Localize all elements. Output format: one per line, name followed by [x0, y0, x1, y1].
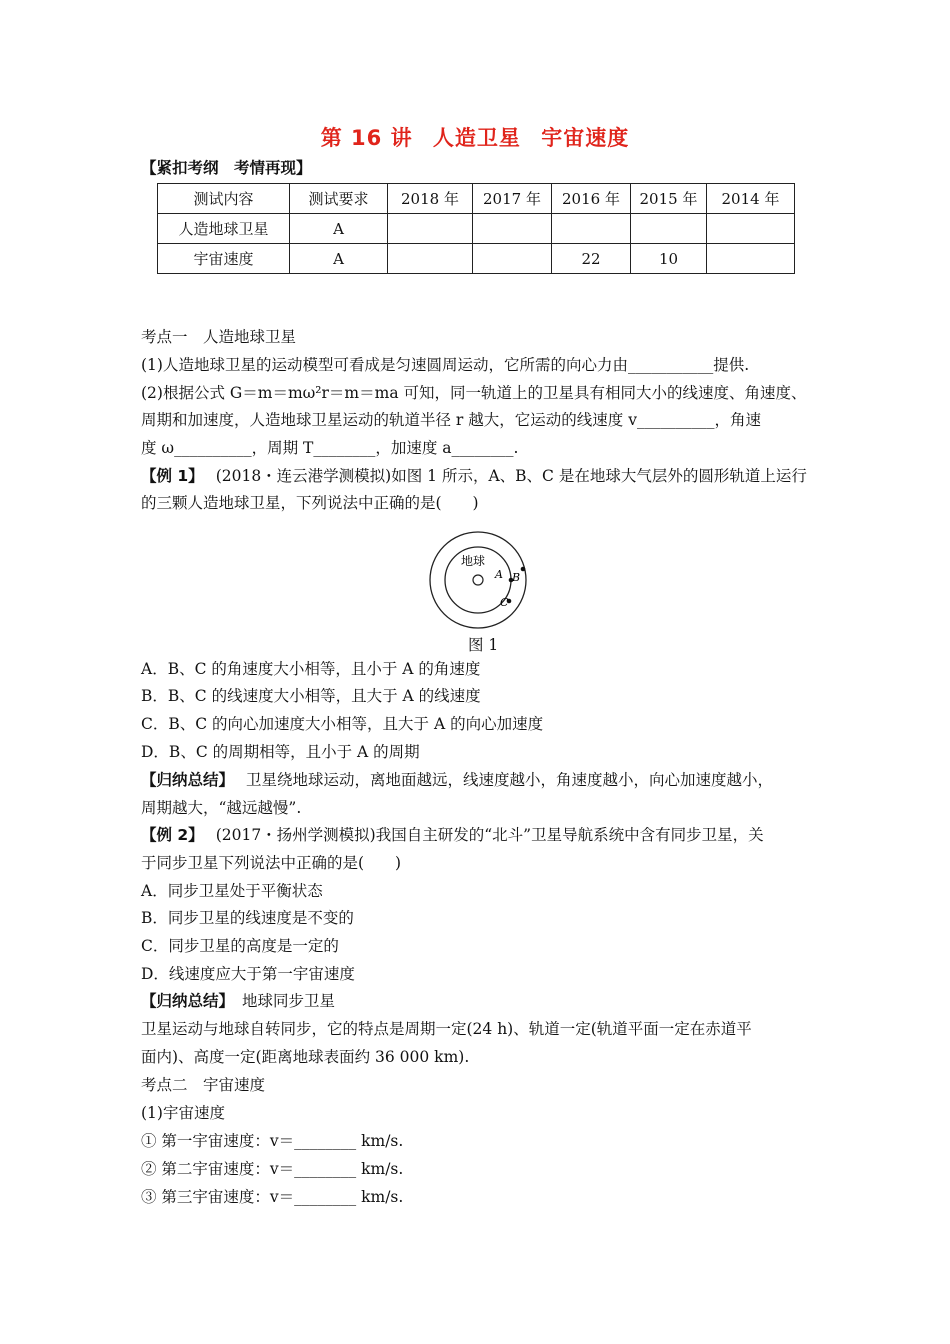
example1-option-d: D．B、C 的周期相等，且小于 A 的周期: [141, 743, 420, 761]
example2-tag: 【例 2】: [141, 826, 204, 844]
example1-option-c: C．B、C 的向心加速度大小相等，且大于 A 的向心加速度: [141, 715, 544, 733]
example1-option-b: B．B、C 的线速度大小相等，且大于 A 的线速度: [141, 687, 481, 705]
summary1-text: 卫星绕地球运动，离地面越远，线速度越小，角速度越小，向心加速度越小，: [246, 771, 774, 789]
kaodian1-paragraph-4: 度 ω__________，周期 T________，加速度 a________.: [141, 439, 519, 457]
table-header-row: [158, 184, 795, 214]
cosmic-velocity-2: ② 第二宇宙速度：v＝________ km/s.: [141, 1160, 404, 1178]
summary1-line-2: 周期越大，“越远越慢”.: [141, 799, 302, 817]
summary1-line-1: [141, 770, 773, 790]
earth-icon: [473, 575, 483, 585]
example2-option-d: D．线速度应大于第一宇宙速度: [141, 965, 355, 983]
table-cell: 人造地球卫星: [158, 214, 290, 244]
summary1-tag: 【归纳总结】: [141, 771, 235, 789]
table-cell: 10: [631, 244, 707, 274]
kaodian1-paragraph-2: (2)根据公式 G＝m＝mω²r＝m＝ma 可知，同一轨道上的卫星具有相同大小的线速度、角速度、: [141, 384, 807, 402]
table-header-cell: 2015 年: [631, 184, 707, 214]
example1-line-1: [141, 466, 807, 486]
table-header-cell: 2018 年: [388, 184, 473, 214]
table-header-cell: 测试内容: [158, 184, 290, 214]
example2-option-c: C．同步卫星的高度是一定的: [141, 937, 339, 955]
title-topic-2: 宇宙速度: [541, 126, 630, 150]
table-header-cell: 2014 年: [707, 184, 795, 214]
summary2-title: 地球同步卫星: [242, 992, 336, 1010]
summary2-line-1: 卫星运动与地球自转同步，它的特点是周期一定(24 h)、轨道一定(轨道平面一定在赤道平: [141, 1020, 752, 1038]
table-cell: [631, 214, 707, 244]
kaodian1-paragraph-3: 周期和加速度，人造地球卫星运动的轨道半径 r 越大，它运动的线速度 v__________，角速: [141, 411, 761, 429]
kaodian2-subheading: (1)宇宙速度: [141, 1104, 225, 1122]
summary2-tag: 【归纳总结】: [141, 992, 235, 1010]
example2-option-b: B．同步卫星的线速度是不变的: [141, 909, 354, 927]
table-cell: 22: [552, 244, 631, 274]
table-header-cell: 2017 年: [473, 184, 552, 214]
cosmic-velocity-1: ① 第一宇宙速度：v＝________ km/s.: [141, 1132, 404, 1150]
table-cell: [388, 214, 473, 244]
example1-option-a: A．B、C 的角速度大小相等，且小于 A 的角速度: [141, 660, 481, 678]
example1-text: (2018・连云港学测模拟)如图 1 所示，A、B、C 是在地球大气层外的圆形轨道上运行: [215, 467, 807, 485]
kaodian1-heading: 考点一 人造地球卫星: [141, 328, 297, 346]
table-header-cell: 2016 年: [552, 184, 631, 214]
table-cell: [388, 244, 473, 274]
page-title: [0, 122, 950, 152]
summary2-heading: [141, 991, 335, 1011]
example2-line-1: [141, 825, 764, 845]
example1-line-2: 的三颗人造地球卫星，下列说法中正确的是( ): [141, 494, 479, 512]
example2-line-2: 于同步卫星下列说法中正确的是( ): [141, 854, 402, 872]
table-row: [158, 244, 795, 274]
example2-option-a: A．同步卫星处于平衡状态: [141, 882, 323, 900]
table-cell: [707, 244, 795, 274]
table-cell: A: [290, 214, 388, 244]
kaodian2-heading: 考点二 宇宙速度: [141, 1076, 266, 1094]
table-cell: [707, 214, 795, 244]
title-topic-1: 人造卫星: [432, 126, 521, 150]
table-cell: [552, 214, 631, 244]
table-header-cell: 测试要求: [290, 184, 388, 214]
table-row: [158, 214, 795, 244]
table-cell: A: [290, 244, 388, 274]
title-lecture-number: 第 16 讲: [320, 126, 413, 150]
orbit-figure: [428, 528, 538, 632]
earth-label: 地球: [461, 554, 486, 568]
table-cell: [473, 244, 552, 274]
label-b: B: [512, 571, 521, 584]
summary2-line-2: 面内)、高度一定(距离地球表面约 36 000 km).: [141, 1048, 470, 1066]
example2-text: (2017・扬州学测模拟)我国自主研发的“北斗”卫星导航系统中含有同步卫星，关: [215, 826, 764, 844]
cosmic-velocity-3: ③ 第三宇宙速度：v＝________ km/s.: [141, 1188, 404, 1206]
satellite-b: [521, 567, 526, 572]
label-c: C: [500, 596, 509, 609]
section-header: 【紧扣考纲 考情再现】: [141, 159, 312, 177]
table-cell: 宇宙速度: [158, 244, 290, 274]
kaodian1-paragraph-1: (1)人造地球卫星的运动模型可看成是匀速圆周运动，它所需的向心力由___________提供.: [141, 356, 750, 374]
figure-caption: 图 1: [468, 636, 499, 654]
label-a: A: [495, 568, 503, 581]
table-cell: [473, 214, 552, 244]
requirements-table: [157, 183, 795, 274]
example1-tag: 【例 1】: [141, 467, 204, 485]
